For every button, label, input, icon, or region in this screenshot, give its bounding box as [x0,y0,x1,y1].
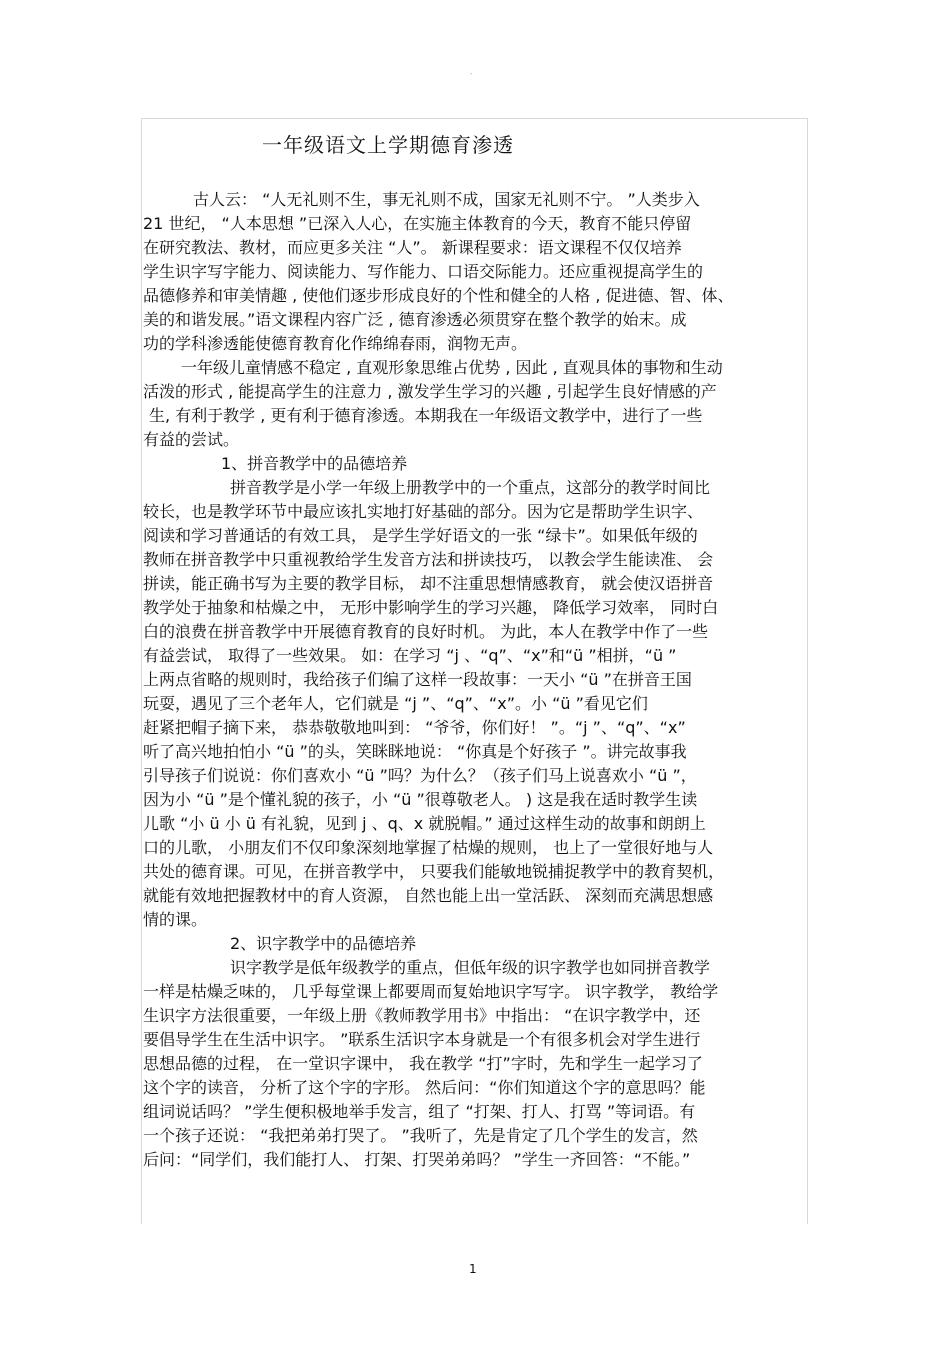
text-line: 21 世纪， “人本思想 ”已深入人心，在实施主体教育的今天，教育不能只停留 [143,214,692,233]
text-line: 一个孩子还说： “我把弟弟打哭了。 ”我听了，先是肯定了几个学生的发言，然 [143,1126,698,1145]
text-line: 教学处于抽象和枯燥之中， 无形中影响学生的学习兴趣， 降低学习效率， 同时白 [143,598,719,617]
text-line: 共处的德育课。可见，在拼音教学中， 只要我们能敏地锐捕捉教学中的教育契机， [143,862,725,881]
text-line: 听了高兴地拍怕小 “ü ”的头，笑眯眯地说： “你真是个好孩子 ”。讲完故事我 [143,742,687,761]
text-line: 阅读和学习普通话的有效工具， 是学生学好语文的一张 “绿卡”。如果低年级的 [143,526,698,545]
text-line: 上两点省略的规则时，我给孩子们编了这样一段故事：一天小 “ü ”在拼音王国 [143,670,692,689]
text-line: 教师在拼音教学中只重视教给学生发音方法和拼读技巧， 以教会学生能读准、 会 [143,550,714,569]
text-line: 拼音教学是小学一年级上册教学中的一个重点，这部分的教学时间比 [230,478,711,497]
text-line: 美的和谐发展。”语文课程内容广泛 , 德育渗透必须贯穿在整个教学的始末。成 [143,310,687,329]
text-line: 赶紧把帽子摘下来， 恭恭敬敬地叫到： “爷爷，你们好！ ”。“j ”、“q”、“x” [143,718,686,737]
document-body [143,188,807,1172]
text-line: 引导孩子们说说：你们喜欢小 “ü ”吗？为什么？（孩子们马上说喜欢小 “ü ”， [143,766,697,785]
text-line: 生识字方法很重要，一年级上册《教师教学用书》中指出： “在识字教学中，还 [143,1006,701,1025]
text-line: 2、识字教学中的品德培养 [230,934,417,953]
text-line: 组词说话吗？ ”学生便积极地举手发言，组了 “打架、打人、打骂 ”等词语。有 [143,1102,696,1121]
text-line: 一年级儿童情感不稳定 , 直观形象思维占优势 , 因此 , 直观具体的事物和生动 [181,358,723,377]
text-line: 白的浪费在拼音教学中开展德育教育的良好时机。 为此，本人在教学中作了一些 [143,622,709,641]
text-line: 功的学科渗透能使德育教育化作绵绵春雨，润物无声。 [143,334,528,353]
text-line: 识字教学是低年级教学的重点，但低年级的识字教学也如同拼音教学 [230,958,711,977]
text-line: 拼读，能正确书写为主要的教学目标， 却不注重思想情感教育， 就会使汉语拼音 [143,574,714,593]
text-line: 就能有效地把握教材中的育人资源， 自然也能上出一堂活跃、 深刻而充满思想感 [143,886,714,905]
text-line: 要倡导学生在生活中识字。 ”联系生活识字本身就是一个有很多机会对学生进行 [143,1030,701,1049]
text-line: 思想品德的过程， 在一堂识字课中， 我在教学 “打”字时，先和学生一起学习了 [143,1054,703,1073]
text-line: 情的课。 [143,910,208,929]
text-line: 儿歌 “小 ü 小 ü 有礼貌，见到 j 、q、x 就脱帽。” 通过这样生动的故事和朗朗上 [143,814,706,833]
header-mark: - [470,70,473,78]
text-line: 一样是枯燥乏味的， 几乎每堂课上都要周而复始地识字写字。 识字教学， 教给学 [143,982,719,1001]
text-line: 后问：“同学们，我们能打人、 打架、打哭弟弟吗？ ”学生一齐回答：“不能。” [143,1150,691,1169]
text-line: 口的儿歌， 小朋友们不仅印象深刻地掌握了枯燥的规则， 也上了一堂很好地与人 [143,838,714,857]
text-line: 有益的尝试。 [143,430,240,449]
text-line: 1、拼音教学中的品德培养 [221,454,408,473]
text-line: 生, 有利于教学 , 更有利于德育渗透。本期我在一年级语文教学中，进行了一些 [149,406,703,425]
text-line: 较长，也是教学环节中最应该扎实地打好基础的部分。因为它是帮助学生识字、 [143,502,704,521]
text-line: 有益尝试， 取得了一些效果。 如：在学习 “j 、“q”、“x”和“ü ”相拼，“ü ” [143,646,677,665]
document-title: 一年级语文上学期德育渗透 [262,133,514,157]
text-line: 学生识字写字能力、阅读能力、写作能力、口语交际能力。还应重视提高学生的 [143,262,704,281]
text-line: 活泼的形式 , 能提高学生的注意力 , 激发学生学习的兴趣 , 引起学生良好情感的产 [143,382,717,401]
text-line: 古人云： “人无礼则不生，事无礼则不成，国家无礼则不宁。 ”人类步入 [193,190,700,209]
text-line: 因为小 “ü ”是个懂礼貌的孩子，小 “ü ”很尊敬老人。 ) 这是我在适时教学生读 [143,790,698,809]
text-line: 在研究教法、教材，而应更多关注 “人”。 新课程要求：语文课程不仅仅培养 [143,238,682,257]
text-line: 这个字的读音， 分析了这个字的字形。 然后问：“你们知道这个字的意思吗？能 [143,1078,706,1097]
text-line: 品德修养和审美情趣 , 使他们逐步形成良好的个性和健全的人格 , 促进德、智、体、 [143,286,734,305]
text-line: 玩耍，遇见了三个老年人，它们就是 “j ”、“q”、“x”。小 “ü ”看见它们 [143,694,648,713]
page-number: 1 [469,1262,477,1276]
